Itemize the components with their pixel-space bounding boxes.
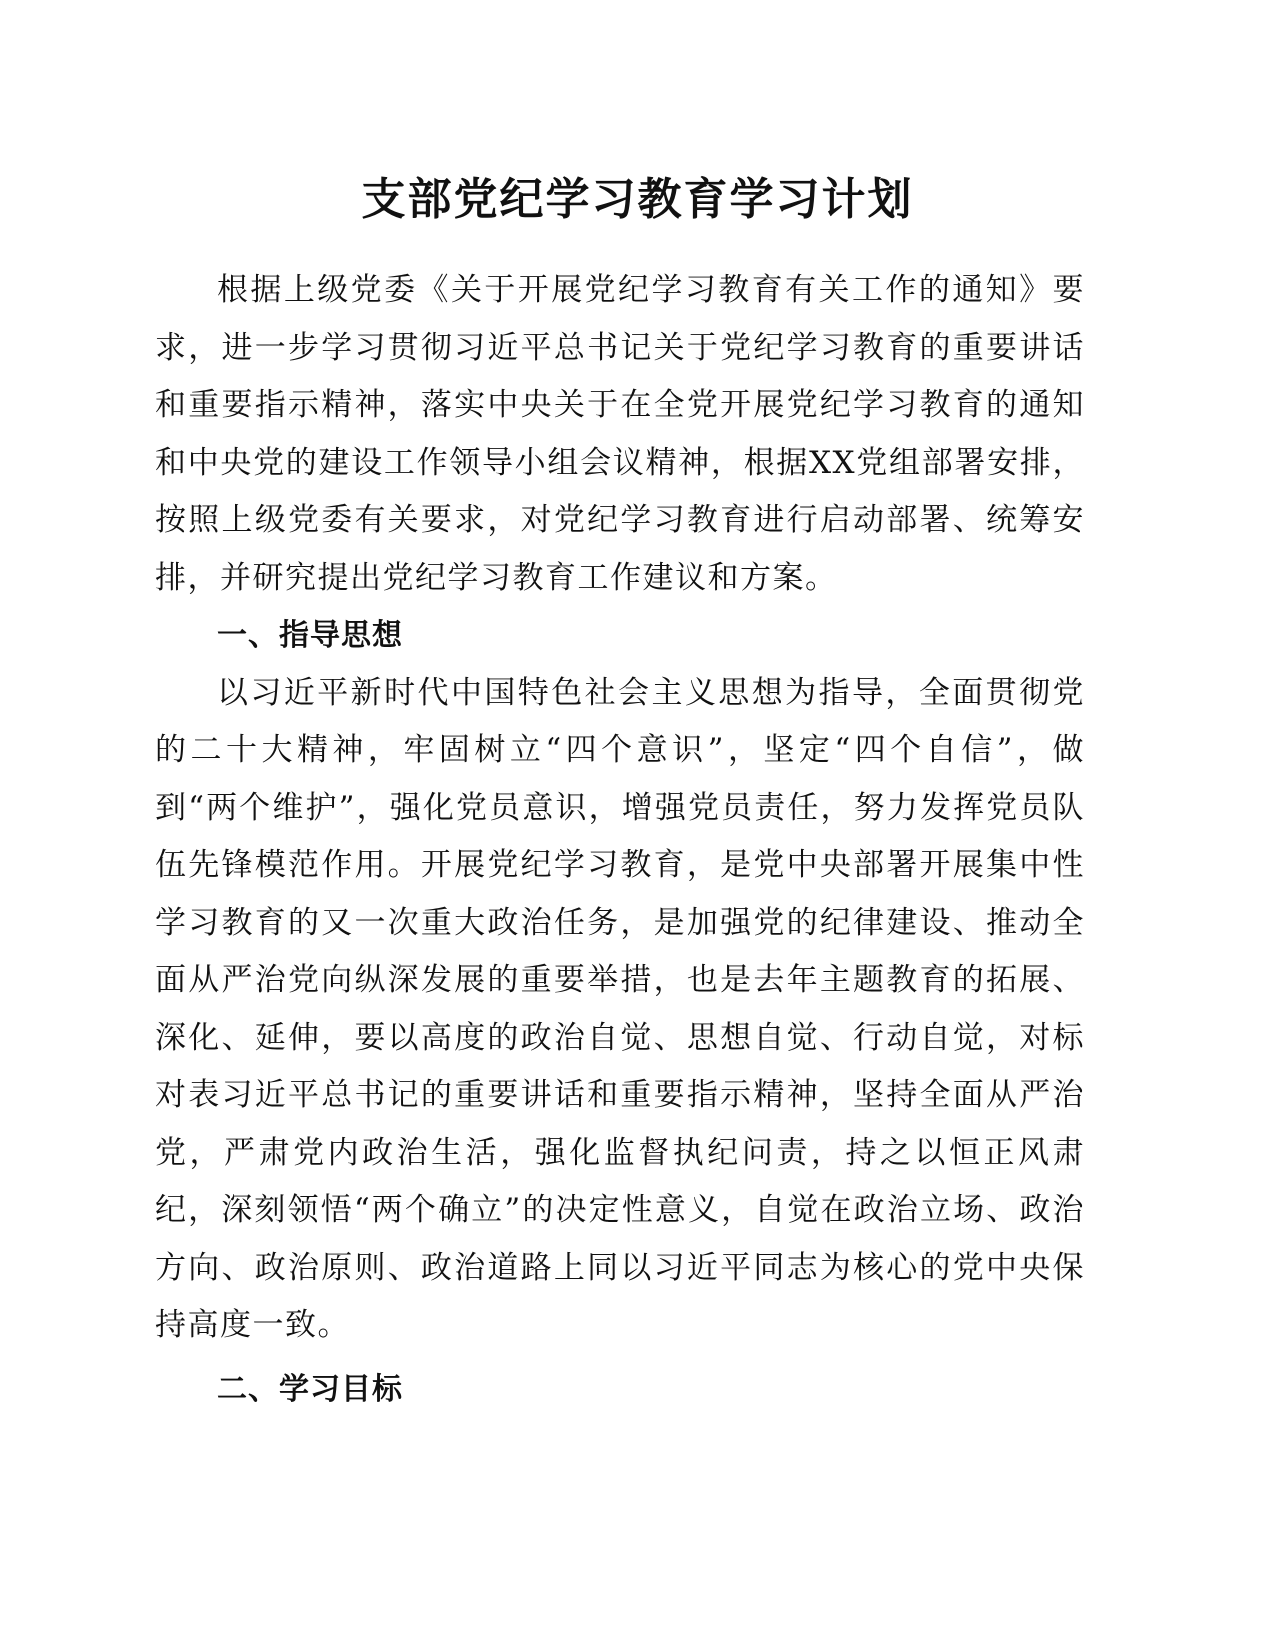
intro-paragraph: 根据上级党委《关于开展党纪学习教育有关工作的通知》要求，进一步学习贯彻习近平总书记关于党纪学习教育的重要讲话和重要指示精神，落实中央关于在全党开展党纪学习教育的通知和中央党的建设工作领导小组会议精神，根据XX党组部署安排，按照上级党委有关要求，对党纪学习教育进行启动部署、统筹安排，并研究提出党纪学习教育工作建议和方案。 bbox=[155, 272, 1085, 596]
section-heading-guiding-ideology: 一、指导思想 bbox=[217, 618, 403, 653]
section-paragraph-guiding-ideology: 以习近平新时代中国特色社会主义思想为指导，全面贯彻党的二十大精神，牢固树立“四个意识”，坚定“四个自信”，做到“两个维护”，强化党员意识，增强党员责任，努力发挥党员队伍先锋模范作用。开展党纪学习教育，是党中央部署开展集中性学习教育的又一次重大政治任务，是加强党的纪律建设、推动全面从严治党向纵深发展的重要举措，也是去年主题教育的拓展、深化、延伸，要以高度的政治自觉、思想自觉、行动自觉，对标对表习近平总书记的重要讲话和重要指示精神，坚持全面从严治党，严肃党内政治生活，强化监督执纪问责，持之以恒正风肃纪，深刻领悟“两个确立”的决定性意义，自觉在政治立场、政治方向、政治原则、政治道路上同以习近平同志为核心的党中央保持高度一致。 bbox=[155, 674, 1085, 1343]
document-body bbox=[155, 262, 1085, 1418]
section-heading-learning-goals: 二、学习目标 bbox=[217, 1371, 403, 1407]
page-title: 支部党纪学习教育学习计划 bbox=[361, 174, 914, 225]
